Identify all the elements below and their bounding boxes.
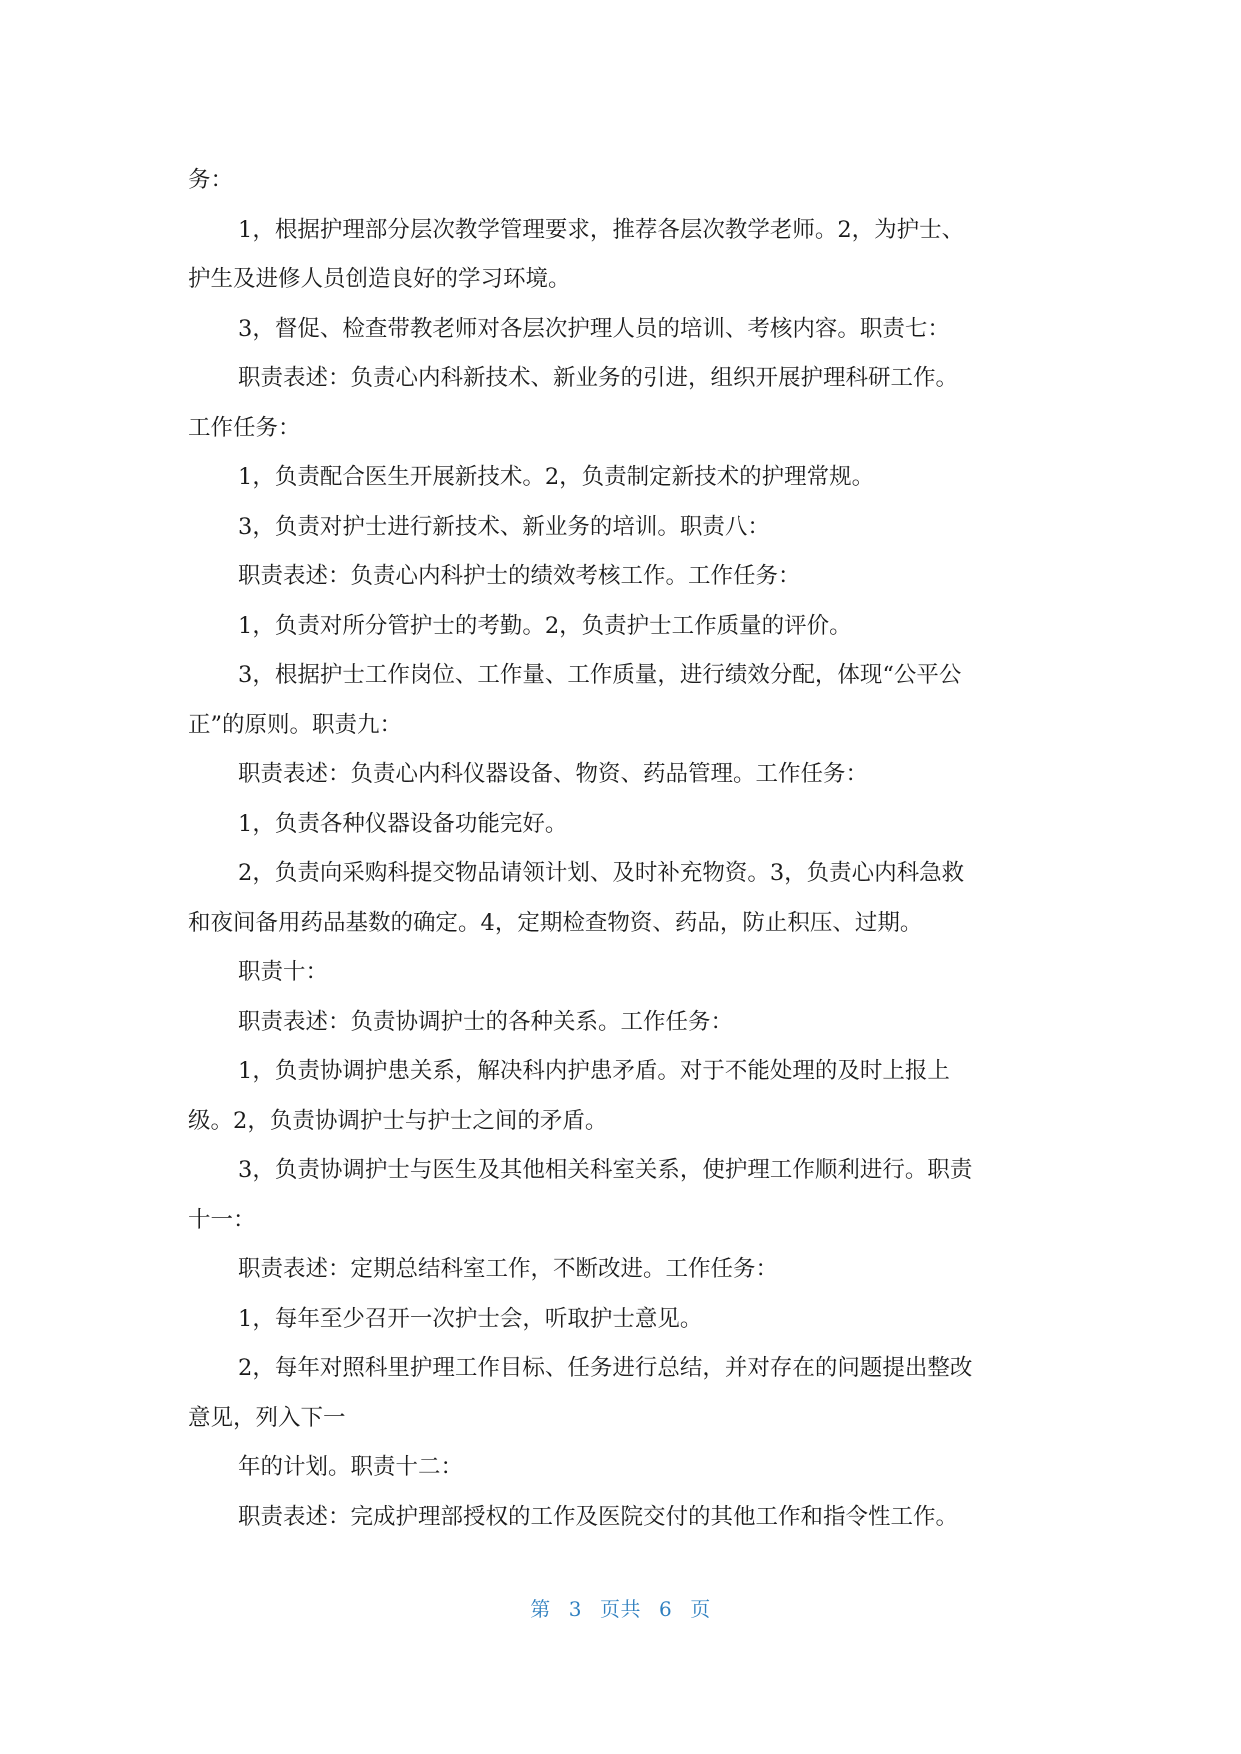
text-line: 3，负责对护士进行新技术、新业务的培训。职责八：	[238, 513, 770, 540]
text-line: 职责十：	[238, 959, 329, 985]
text-line: 3，督促、检查带教老师对各层次护理人员的培训、考核内容。职责七：	[238, 315, 950, 342]
text-line: 级。2，负责协调护士与护士之间的矛盾。	[188, 1107, 608, 1134]
text-line: 意见，列入下一	[188, 1404, 346, 1431]
text-line: 十一：	[188, 1206, 256, 1233]
text-line: 1，根据护理部分层次教学管理要求，推荐各层次教学老师。2，为护士、	[238, 216, 965, 243]
text-line: 1，负责对所分管护士的考勤。2，负责护士工作质量的评价。	[238, 612, 852, 639]
text-line: 工作任务：	[188, 414, 301, 441]
text-line: 1，负责各种仪器设备功能完好。	[238, 810, 568, 837]
text-line: 职责表述：负责心内科新技术、新业务的引进，组织开展护理科研工作。	[238, 365, 959, 391]
current-page-number: 3	[568, 1597, 582, 1621]
text-line: 职责表述：完成护理部授权的工作及医院交付的其他工作和指令性工作。	[238, 1503, 959, 1530]
page-label-suffix: 页	[690, 1597, 711, 1621]
text-line: 职责表述：定期总结科室工作，不断改进。工作任务：	[238, 1256, 779, 1282]
text-line: 职责表述：负责心内科仪器设备、物资、药品管理。工作任务：	[238, 761, 869, 787]
text-line: 2，每年对照科里护理工作目标、任务进行总结，并对存在的问题提出整改	[238, 1355, 973, 1381]
text-line: 职责表述：负责协调护士的各种关系。工作任务：	[238, 1008, 734, 1035]
text-line: 1，负责协调护患关系，解决科内护患矛盾。对于不能处理的及时上报上	[238, 1058, 950, 1084]
text-line: 2，负责向采购科提交物品请领计划、及时补充物资。3，负责心内科急救	[238, 860, 965, 886]
text-line: 3，根据护士工作岗位、工作量、工作质量，进行绩效分配，体现“公平公	[238, 662, 962, 688]
text-line: 职责表述：负责心内科护士的绩效考核工作。工作任务：	[238, 563, 801, 589]
page-label-middle: 页共	[600, 1597, 641, 1621]
page-label-prefix: 第	[530, 1597, 551, 1621]
text-line: 和夜间备用药品基数的确定。4，定期检查物资、药品，防止积压、过期。	[188, 909, 923, 936]
text-line: 3，负责协调护士与医生及其他相关科室关系，使护理工作顺利进行。职责	[238, 1157, 973, 1183]
page-footer	[0, 1593, 1241, 1622]
text-line: 护生及进修人员创造良好的学习环境。	[188, 266, 571, 292]
text-line: 务：	[188, 167, 234, 193]
text-line: 1，每年至少召开一次护士会，听取护士意见。	[238, 1305, 703, 1332]
text-line: 年的计划。职责十二：	[238, 1454, 464, 1480]
text-line: 1，负责配合医生开展新技术。2，负责制定新技术的护理常规。	[238, 464, 875, 490]
text-line: 正”的原则。职责九：	[188, 711, 403, 738]
document-body	[188, 156, 1060, 1542]
total-pages-number: 6	[659, 1597, 673, 1621]
